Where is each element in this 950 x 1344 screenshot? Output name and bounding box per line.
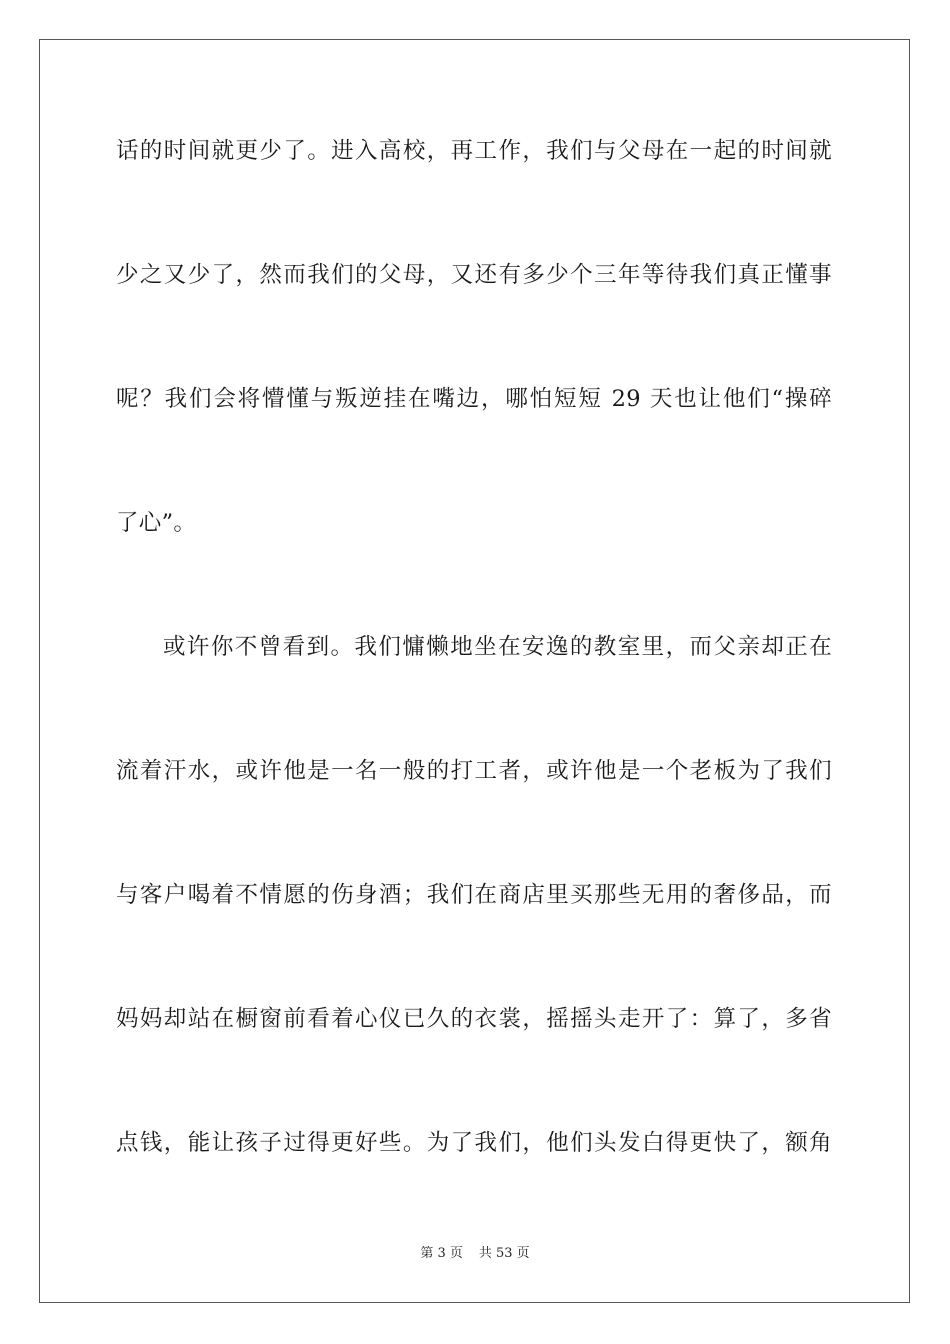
page-footer xyxy=(0,1246,950,1262)
text-line: 与客户喝着不情愿的伤身酒；我们在商店里买那些无用的奢侈品，而 xyxy=(116,882,832,908)
page-border xyxy=(39,39,910,1303)
text-line: 了心”。 xyxy=(116,510,197,536)
text-line: 或许你不曾看到。我们慵懒地坐在安逸的教室里，而父亲却正在 xyxy=(163,634,832,660)
text-line: 流着汗水，或许他是一名一般的打工者，或许他是一个老板为了我们 xyxy=(116,758,832,784)
page-number: 第 3 页 xyxy=(420,1246,463,1261)
text-line: 呢？我们会将懵懂与叛逆挂在嘴边，哪怕短短 29 天也让他们“操碎 xyxy=(116,386,832,412)
page-total: 共 53 页 xyxy=(478,1246,530,1261)
text-line: 话的时间就更少了。进入高校，再工作，我们与父母在一起的时间就 xyxy=(116,138,832,164)
text-line: 少之又少了，然而我们的父母，又还有多少个三年等待我们真正懂事 xyxy=(116,262,832,288)
text-line: 妈妈却站在橱窗前看着心仪已久的衣裳，摇摇头走开了：算了，多省 xyxy=(116,1006,832,1032)
text-line: 点钱，能让孩子过得更好些。为了我们，他们头发白得更快了，额角 xyxy=(116,1130,832,1156)
